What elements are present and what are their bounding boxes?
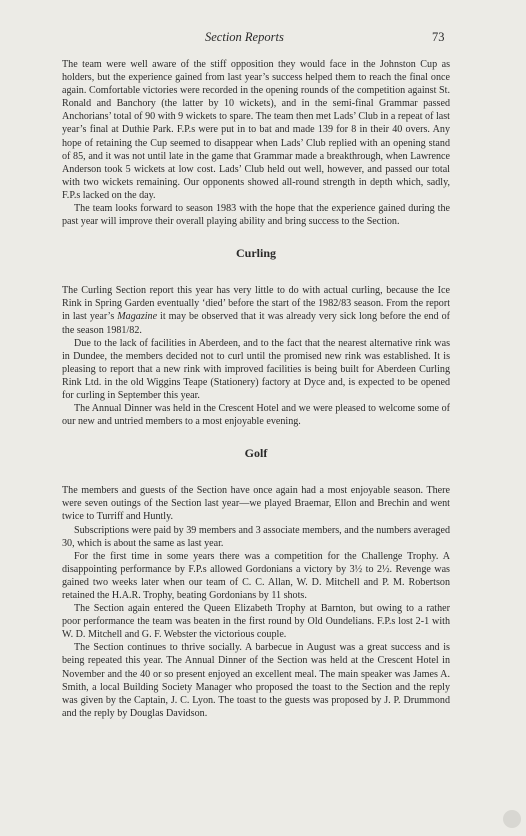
running-head — [0, 30, 526, 46]
cricket-paragraph: The team looks forward to season 1983 with the hope that the experience gained during the past year will improve their overall playing ability and bring success to the Section. — [62, 203, 450, 228]
golf-paragraph: For the first time in some years there was a competition for the Challenge Trophy. A disappointing performance by F.P.s allowed Gordonians a victory by 3½ to 2½. Revenge was gained two weeks later when our team of C. C. Allan, W. D. Mitchell and P. M. Robertson retained the H.A.R. Trophy, beating Gordonians by 11 shots. — [62, 550, 450, 601]
cricket-paragraph: The team were well aware of the stiff opposition they would face in the Johnston Cup as holders, but the experience gained from last year’s success helped them to reach the final once again. Comfortable victories were recorded in the opening rounds of the competition against St. Ronald and Banchory (the latter by 10 wickets), and in the semi-final Grammar passed Anchorians’ total of 90 with 9 wickets to spare. The team then met Lads’ Club in a repeat of last year’s final at Duthie Park. F.P.s were put in to bat and made 139 for 8 in their 40 overs. Any hope of retaining the Cup seemed to disappear when Lads’ Club replied with an opening stand of 85, and it was not until late in the game that Grammar made a breakthrough, when Lawrence Anderson took 5 wickets at low cost. Lads’ Club held out well, however, and passed our total with two wickets remaining. Our opponents showed all-round strength in depth which, sadly, F.P.s lacked on the day. — [62, 59, 450, 201]
golf-paragraph: The members and guests of the Section have once again had a most enjoyable season. There were seven outings of the Section last year—we played Braemar, Ellon and Brechin and went twice to Turriff and Huntly. — [62, 485, 450, 523]
curling-paragraph — [62, 284, 450, 336]
page-number: 73 — [432, 30, 445, 44]
page-body — [62, 58, 450, 720]
curling-text: The Curling Section report this year has very little to do with actual curling, because the Ice Rink in Spring Garden eventually ‘died’ before the start of the 1982/83 season. From the report in last year’s — [62, 285, 450, 323]
magazine-title: Magazine — [117, 311, 158, 323]
page-corner-mark — [503, 810, 521, 828]
section-heading-golf: Golf — [244, 446, 268, 461]
section-heading-curling: Curling — [235, 246, 276, 261]
golf-paragraph: The Section continues to thrive socially. A barbecue in August was a great success and is being repeated this year. The Annual Dinner of the Section was held at the Crescent Hotel in November and the 40 or so present enjoyed an excellent meal. The main speaker was James A. Smith, a local Building Society Manager who proposed the toast to the Section and the reply was given by the Captain, J. C. Lyon. The toast to the guests was proposed by J. P. Drummond and the reply by Douglas Davidson. — [62, 642, 450, 719]
curling-paragraph: The Annual Dinner was held in the Crescent Hotel and we were pleased to welcome some of our new and untried members to a most enjoyable evening. — [62, 403, 450, 428]
running-head-title: Section Reports — [205, 30, 284, 44]
golf-paragraph: The Section again entered the Queen Elizabeth Trophy at Barnton, but owing to a rather poor performance the team was beaten in the first round by Old Oundelians. F.P.s lost 2-1 with W. D. Mitchell and G. F. Webster the victorious couple. — [62, 603, 450, 641]
curling-paragraph: Due to the lack of facilities in Aberdeen, and to the fact that the nearest alternative rink was in Dundee, the members decided not to curl until the promised new rink was established. It is pleasing to report that a new rink with improved facilities is being built for Aberdeen Curling Rink Ltd. in the old Wiggins Teape (Stationery) factory at Dyce and, is expected to be opened for curling in September this year. — [62, 337, 450, 401]
golf-paragraph: Subscriptions were paid by 39 members and 3 associate members, and the numbers averaged 30, which is about the same as last year. — [62, 524, 450, 549]
curling-text: it may be observed that it was already very sick long before the end of the season 1981/82. — [62, 311, 450, 336]
